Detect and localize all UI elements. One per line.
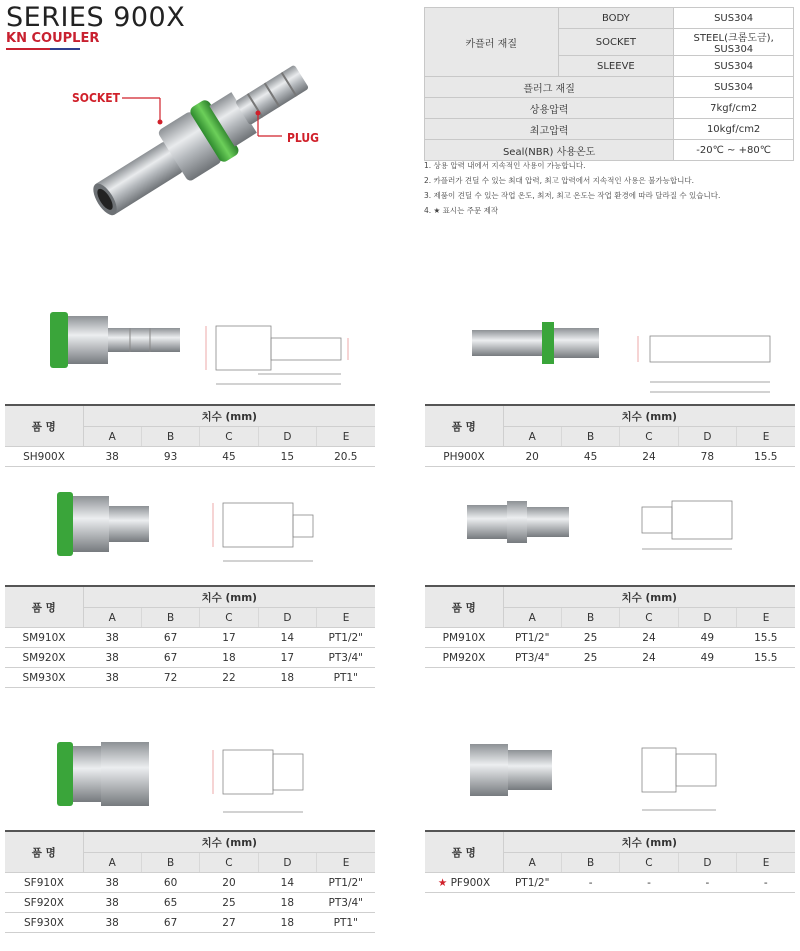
table-row: SH900X 38 93 45 15 20.5 bbox=[5, 447, 375, 467]
table-row: PH900X 20 45 24 78 15.5 bbox=[425, 447, 795, 467]
col-e: E bbox=[737, 427, 795, 447]
col-b: B bbox=[141, 608, 199, 628]
col-c: C bbox=[620, 608, 678, 628]
pf900x-drawing bbox=[630, 732, 740, 817]
material-spec-table bbox=[424, 7, 794, 161]
sf900x-image bbox=[55, 740, 155, 810]
spec-seal-temp-value: -20℃ ~ +80℃ bbox=[674, 140, 794, 161]
col-a: A bbox=[503, 853, 561, 873]
dimensions-header: 치수 (mm) bbox=[503, 831, 795, 853]
col-c: C bbox=[620, 427, 678, 447]
ph900x-table bbox=[425, 404, 795, 467]
col-c: C bbox=[200, 427, 258, 447]
plug-callout: PLUG bbox=[287, 131, 319, 145]
col-c: C bbox=[200, 853, 258, 873]
col-a: A bbox=[503, 427, 561, 447]
table-row: SM920X 38 67 18 17 PT3/4" bbox=[5, 648, 375, 668]
col-e: E bbox=[317, 608, 375, 628]
sh900x-table bbox=[5, 404, 375, 467]
col-d: D bbox=[678, 608, 736, 628]
note-1: 1. 상용 압력 내에서 지속적인 사용이 가능합니다. bbox=[424, 161, 586, 170]
col-d: D bbox=[258, 853, 316, 873]
col-e: E bbox=[737, 608, 795, 628]
product-name-header: 품 명 bbox=[5, 831, 83, 873]
note-2: 2. 카플러가 견딜 수 있는 최대 압력, 최고 압력에서 지속적인 사용은 불가능합니다. bbox=[424, 176, 694, 185]
page-subtitle: KN COUPLER bbox=[6, 31, 100, 46]
table-row: SM930X 38 72 22 18 PT1" bbox=[5, 668, 375, 688]
col-e: E bbox=[317, 853, 375, 873]
table-row: SM910X 38 67 17 14 PT1/2" bbox=[5, 628, 375, 648]
col-d: D bbox=[258, 608, 316, 628]
dimensions-header: 치수 (mm) bbox=[503, 405, 795, 427]
dimensions-header: 치수 (mm) bbox=[83, 405, 375, 427]
pf900x-image bbox=[468, 740, 558, 800]
col-a: A bbox=[83, 853, 141, 873]
spec-coupler-material: 카플러 재질 bbox=[425, 8, 559, 77]
product-name-header: 품 명 bbox=[425, 405, 503, 447]
sh900x-image bbox=[45, 310, 185, 370]
spec-sleeve-value: SUS304 bbox=[674, 56, 794, 77]
spec-socket-value: STEEL(크롬도금), SUS304 bbox=[674, 29, 794, 56]
spec-notes bbox=[424, 158, 794, 218]
pm900x-drawing bbox=[630, 487, 760, 562]
pm900x-image bbox=[465, 497, 575, 547]
sm900x-drawing bbox=[205, 495, 335, 570]
sm900x-table bbox=[5, 585, 375, 688]
col-d: D bbox=[258, 427, 316, 447]
col-a: A bbox=[83, 427, 141, 447]
dimensions-header: 치수 (mm) bbox=[503, 586, 795, 608]
spec-plug-value: SUS304 bbox=[674, 77, 794, 98]
table-row: SF920X 38 65 25 18 PT3/4" bbox=[5, 893, 375, 913]
col-d: D bbox=[678, 853, 736, 873]
pm900x-table bbox=[425, 585, 795, 668]
table-row: PM920X PT3/4" 25 24 49 15.5 bbox=[425, 648, 795, 668]
product-name-header: 품 명 bbox=[425, 831, 503, 873]
product-name-header: 품 명 bbox=[5, 405, 83, 447]
note-4: 4. ★ 표시는 주문 제작 bbox=[424, 206, 499, 215]
dimensions-header: 치수 (mm) bbox=[83, 831, 375, 853]
table-row: ★ PF900X PT1/2" - - - - bbox=[425, 873, 795, 893]
spec-max-pressure-value: 10kgf/cm2 bbox=[674, 119, 794, 140]
table-row: SF910X 38 60 20 14 PT1/2" bbox=[5, 873, 375, 893]
spec-max-pressure: 최고압력 bbox=[425, 119, 674, 140]
page-title: SERIES 900X bbox=[6, 2, 186, 33]
dimensions-header: 치수 (mm) bbox=[83, 586, 375, 608]
spec-body-label: BODY bbox=[558, 8, 674, 29]
col-c: C bbox=[200, 608, 258, 628]
col-e: E bbox=[317, 427, 375, 447]
col-b: B bbox=[141, 853, 199, 873]
spec-sleeve-label: SLEEVE bbox=[558, 56, 674, 77]
spec-socket-label: SOCKET bbox=[558, 29, 674, 56]
sf900x-table bbox=[5, 830, 375, 933]
col-e: E bbox=[737, 853, 795, 873]
table-row: PM910X PT1/2" 25 24 49 15.5 bbox=[425, 628, 795, 648]
col-d: D bbox=[678, 427, 736, 447]
spec-body-value: SUS304 bbox=[674, 8, 794, 29]
table-row: SF930X 38 67 27 18 PT1" bbox=[5, 913, 375, 933]
col-b: B bbox=[141, 427, 199, 447]
spec-plug-material: 플러그 재질 bbox=[425, 77, 674, 98]
ph900x-drawing bbox=[630, 322, 780, 397]
sf900x-drawing bbox=[205, 740, 325, 820]
title-underline-red bbox=[6, 48, 50, 50]
col-b: B bbox=[561, 608, 619, 628]
ph900x-image bbox=[400, 318, 600, 368]
sh900x-drawing bbox=[198, 318, 358, 393]
col-c: C bbox=[620, 853, 678, 873]
col-b: B bbox=[561, 427, 619, 447]
col-b: B bbox=[561, 853, 619, 873]
sm900x-image bbox=[55, 490, 155, 560]
custom-order-star-icon: ★ bbox=[437, 876, 448, 889]
spec-seal-temp: Seal(NBR) 사용온도 bbox=[425, 140, 674, 161]
product-name-header: 품 명 bbox=[5, 586, 83, 628]
note-3: 3. 제품이 견딜 수 있는 작업 온도, 최저, 최고 온도는 작업 환경에 따라 달라질 수 있습니다. bbox=[424, 191, 721, 200]
product-name-header: 품 명 bbox=[425, 586, 503, 628]
socket-callout: SOCKET bbox=[72, 91, 120, 105]
col-a: A bbox=[503, 608, 561, 628]
col-a: A bbox=[83, 608, 141, 628]
pf900x-table bbox=[425, 830, 795, 893]
spec-working-pressure: 상용압력 bbox=[425, 98, 674, 119]
spec-working-pressure-value: 7kgf/cm2 bbox=[674, 98, 794, 119]
